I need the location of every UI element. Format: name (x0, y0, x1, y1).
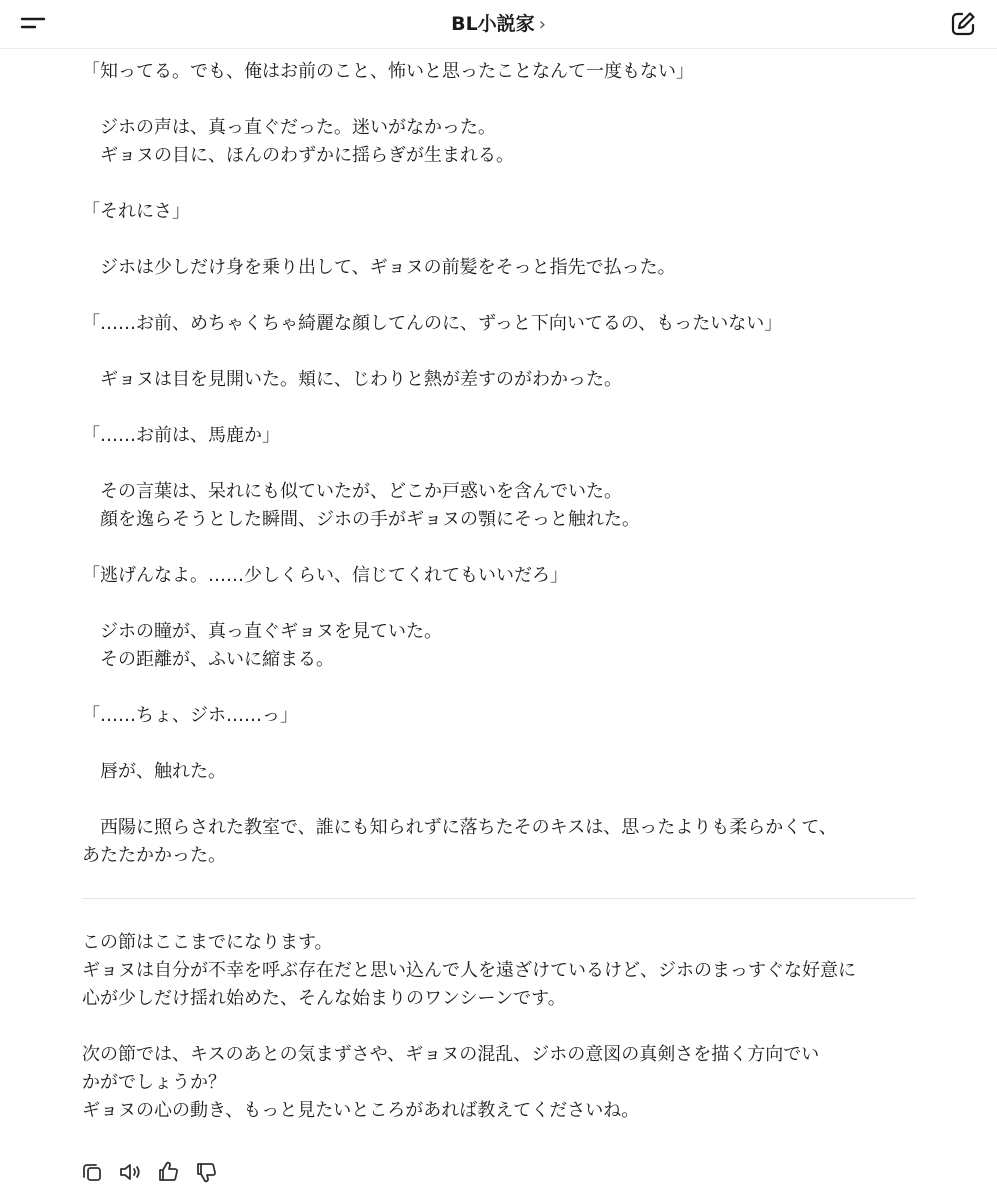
text-line: かがでしょうか？ (82, 1072, 226, 1093)
story-paragraph (82, 198, 922, 226)
text-line: 西陽に照らされた教室で、誰にも知られずに落ちたそのキスは、思ったよりも柔らかくて、 (82, 817, 837, 838)
section-divider (82, 898, 916, 899)
text-line: あたたかかった。 (82, 845, 226, 866)
story-paragraph (82, 254, 922, 282)
page-title: BL小説家 (451, 13, 535, 35)
text-line: 「それにさ」 (82, 201, 190, 222)
thumbs-down-button[interactable] (194, 1160, 218, 1184)
text-line: その言葉は、呆れにも似ていたが、どこか戸惑いを含んでいた。 (82, 481, 622, 502)
read-aloud-button[interactable] (118, 1160, 142, 1184)
text-line: その距離が、ふいに縮まる。 (82, 649, 334, 670)
menu-button[interactable] (18, 12, 50, 36)
story-paragraph (82, 422, 922, 450)
text-line: ギョヌは自分が不幸を呼ぶ存在だと思い込んで人を遠ざけているけど、ジホのまっすぐな好意に (82, 960, 856, 981)
thumbs-up-button[interactable] (156, 1160, 180, 1184)
note-paragraph (82, 1041, 922, 1125)
assistant-note (82, 929, 922, 1125)
compose-icon (949, 10, 977, 38)
message-content (82, 58, 922, 1153)
menu-icon (18, 12, 50, 36)
story-paragraph (82, 478, 922, 534)
text-line: 次の節では、キスのあとの気まずさや、ギョヌの混乱、ジホの意図の真剣さを描く方向でい (82, 1044, 820, 1065)
speaker-icon (118, 1160, 142, 1184)
text-line: ジホの声は、真っ直ぐだった。迷いがなかった。 (82, 117, 496, 138)
story-paragraph (82, 758, 922, 786)
story-paragraph (82, 114, 922, 170)
text-line: 「……ちょ、ジホ……っ」 (82, 705, 298, 726)
story-paragraph (82, 702, 922, 730)
new-chat-button[interactable] (949, 10, 977, 38)
story-paragraph (82, 814, 922, 870)
text-line: 「……お前、めちゃくちゃ綺麗な顔してんのに、ずっと下向いてるの、もったいない」 (82, 313, 783, 334)
note-paragraph (82, 929, 922, 1013)
text-line: 「……お前は、馬鹿か」 (82, 425, 280, 446)
copy-button[interactable] (80, 1160, 104, 1184)
text-line: 心が少しだけ揺れ始めた、そんな始まりのワンシーンです。 (82, 988, 566, 1009)
thumbs-down-icon (194, 1160, 218, 1184)
message-actions (80, 1160, 218, 1188)
story-text (82, 58, 922, 870)
text-line: ジホは少しだけ身を乗り出して、ギョヌの前髪をそっと指先で払った。 (82, 257, 676, 278)
text-line: 唇が、触れた。 (82, 761, 226, 782)
story-paragraph (82, 366, 922, 394)
text-line: 「知ってる。でも、俺はお前のこと、怖いと思ったことなんて一度もない」 (82, 61, 694, 82)
chevron-right-icon: › (538, 14, 546, 35)
story-paragraph (82, 58, 922, 86)
text-line: ギョヌの目に、ほんのわずかに揺らぎが生まれる。 (82, 145, 514, 166)
text-line: この節はここまでになります。 (82, 932, 333, 953)
text-line: 顔を逸らそうとした瞬間、ジホの手がギョヌの顎にそっと触れた。 (82, 509, 640, 530)
story-paragraph (82, 562, 922, 590)
chat-title-button[interactable] (409, 10, 589, 39)
text-line: 「逃げんなよ。……少しくらい、信じてくれてもいいだろ」 (82, 565, 568, 586)
story-paragraph (82, 310, 922, 338)
top-bar (0, 0, 997, 49)
story-paragraph (82, 618, 922, 674)
copy-icon (80, 1160, 104, 1184)
thumbs-up-icon (156, 1160, 180, 1184)
text-line: ギョヌは目を見開いた。頬に、じわりと熱が差すのがわかった。 (82, 369, 622, 390)
text-line: ギョヌの心の動き、もっと見たいところがあれば教えてくださいね。 (82, 1100, 640, 1121)
text-line: ジホの瞳が、真っ直ぐギョヌを見ていた。 (82, 621, 442, 642)
